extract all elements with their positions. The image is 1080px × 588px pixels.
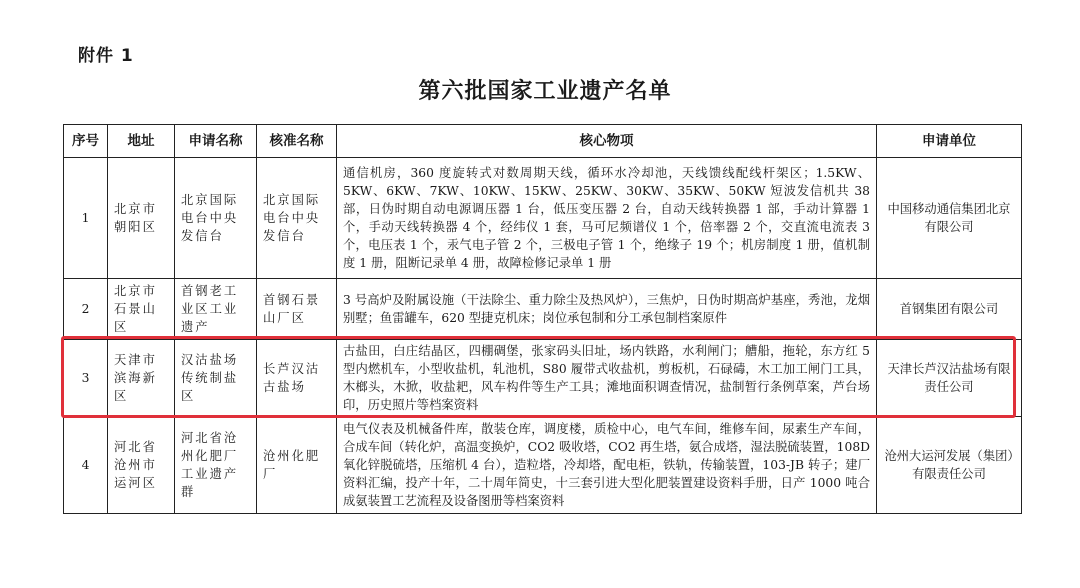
table-row [64, 340, 1022, 417]
heritage-list-table [63, 124, 1022, 514]
row-applicant: 中国移动通信集团北京有限公司 [877, 158, 1022, 279]
row-applicant: 首钢集团有限公司 [877, 279, 1022, 340]
attachment-label: 附件 1 [78, 46, 134, 66]
header-name: 申请名称 [175, 125, 257, 158]
row-address: 天津市滨海新区 [108, 340, 175, 417]
row-core-items: 电气仪表及机械备件库，散装仓库，调度楼，质检中心，电气车间，维修车间，尿素生产车间，合成车间（转化炉，高温变换炉，CO2 吸收塔，CO2 再生塔，氨合成塔，湿法脱硫装置，108D 氧化锌脱硫塔，压缩机 4 台），造粒塔，冷却塔，配电柜，铁轨，传输装置，103-JB 转子；建厂资料汇编，投产十年，二十周年简史，十三套引进大型化肥装置建设资料手册，日产 1000 吨合成氨装置工艺流程及设备图册等档案资料 [337, 417, 877, 514]
row-name: 首钢老工业区工业遗产 [175, 279, 257, 340]
header-address: 地址 [108, 125, 175, 158]
row-core-items: 通信机房，360 度旋转式对数周期天线，循环水冷却池，天线馈线配线杆架区；1.5KW、5KW、6KW、7KW、10KW、15KW、25KW、30KW、35KW、50KW 短波发信机共 38 部，日伪时期自动电源调压器 1 台，低压变压器 2 台，自动天线转换器 1 部，手动计算器 1 个，手动天线转换器 4 个，经纬仪 1 套，马可尼频谱仪 1 个，倍率器 2 个，交直流电流表 3 个，电压表 1 个，汞气电子管 2 个，三极电子管 1 个，绝缘子 19 个；机房制度 1 册，值机制度 1 册，阻断记录单 4 册，故障检修记录单 1 册 [337, 158, 877, 279]
row-address: 河北省沧州市运河区 [108, 417, 175, 514]
row-applicant: 天津长芦汉沽盐场有限责任公司 [877, 340, 1022, 417]
row-applicant: 沧州大运河发展（集团）有限责任公司 [877, 417, 1022, 514]
header-approved-name: 核准名称 [257, 125, 337, 158]
row-index: 4 [64, 417, 108, 514]
row-name: 北京国际电台中央发信台 [175, 158, 257, 279]
row-index: 3 [64, 340, 108, 417]
header-core-items: 核心物项 [337, 125, 877, 158]
row-name: 汉沽盐场传统制盐区 [175, 340, 257, 417]
row-address: 北京市朝阳区 [108, 158, 175, 279]
row-address: 北京市石景山区 [108, 279, 175, 340]
row-name: 河北省沧州化肥厂工业遗产群 [175, 417, 257, 514]
row-core-items: 3 号高炉及附属设施（干法除尘、重力除尘及热风炉），三焦炉，日伪时期高炉基座，秀池，龙烟别墅；鱼雷罐车，620 型捷克机床；岗位承包制和分工承包制档案原件 [337, 279, 877, 340]
table-row [64, 417, 1022, 514]
header-index: 序号 [64, 125, 108, 158]
table-header-row [64, 125, 1022, 158]
page-title: 第六批国家工业遗产名单 [418, 78, 672, 104]
table-row [64, 158, 1022, 279]
table-row [64, 279, 1022, 340]
row-index: 1 [64, 158, 108, 279]
row-core-items: 古盐田，白庄结晶区，四棚碉堡，张家码头旧址，场内铁路，水利闸门；艚船，拖轮，东方红 5 型内燃机车，小型收盐机，轧池机，S80 履带式收盐机，剪板机，石碌碡，木工加工闸门工具，木榔头，木掀，收盐耙，风车构件等生产工具；滩地面积调查情况，盐制暂行条例草案，芦台场印，历史照片等档案资料 [337, 340, 877, 417]
row-index: 2 [64, 279, 108, 340]
row-approved-name: 长芦汉沽古盐场 [257, 340, 337, 417]
row-approved-name: 首钢石景山厂区 [257, 279, 337, 340]
row-approved-name: 沧州化肥厂 [257, 417, 337, 514]
header-applicant: 申请单位 [877, 125, 1022, 158]
row-approved-name: 北京国际电台中央发信台 [257, 158, 337, 279]
